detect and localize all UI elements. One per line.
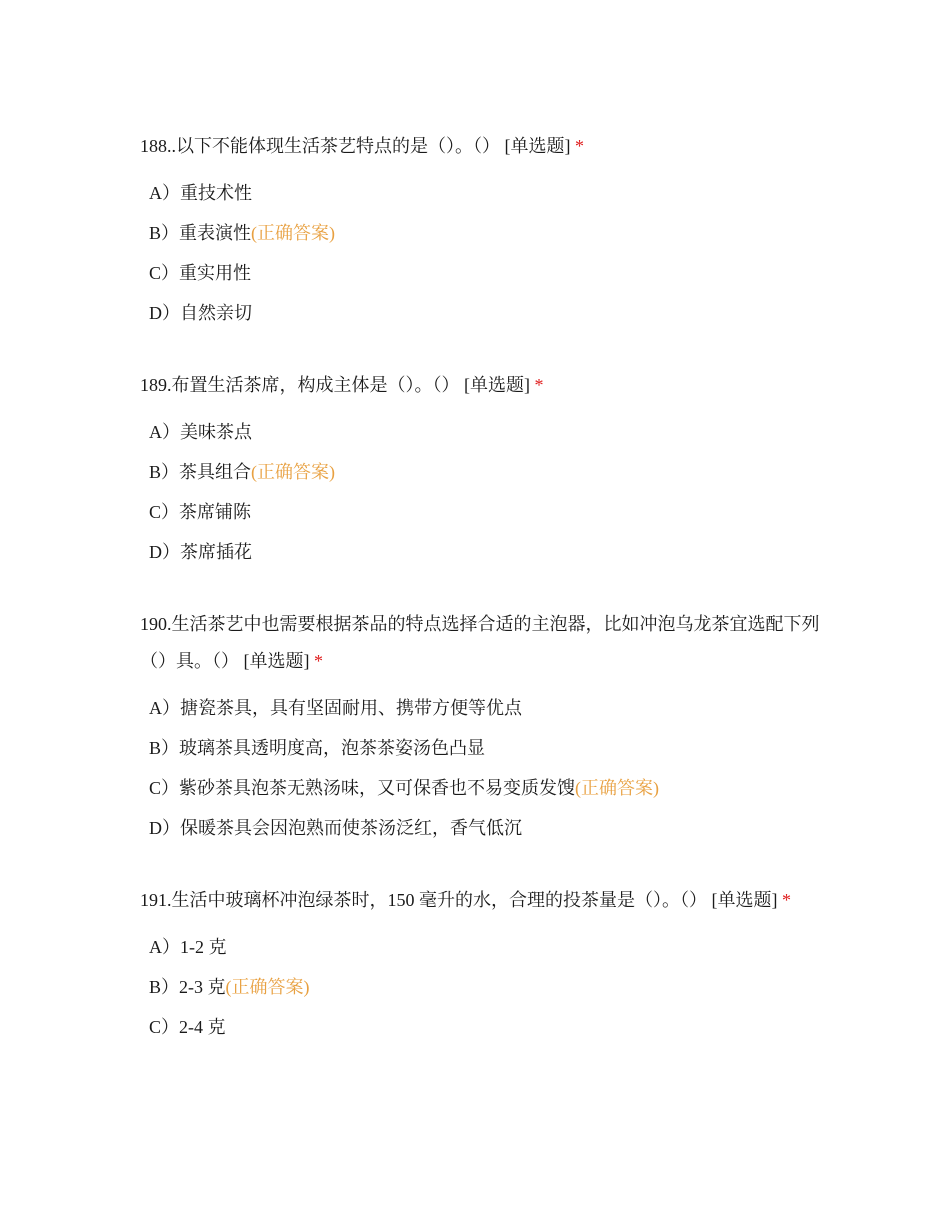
question-188: [140, 128, 820, 333]
question-189: [140, 367, 820, 572]
option-b: B）玻璃茶具透明度高，泡茶茶姿汤色凸显: [149, 738, 486, 758]
option-c: C）2-4 克: [149, 1017, 226, 1037]
option-b: B）2-3 克(正确答案): [149, 977, 310, 997]
required-asterisk: *: [534, 375, 544, 395]
option-a: A）1-2 克: [149, 937, 227, 957]
option-d: D）保暖茶具会因泡熟而使茶汤泛红，香气低沉: [149, 818, 522, 838]
correct-answer-tag: (正确答案): [251, 223, 336, 243]
required-asterisk: *: [575, 136, 584, 156]
question-191: [140, 882, 820, 1047]
option-b: B）重表演性(正确答案): [149, 223, 336, 243]
option-a: A）美味茶点: [149, 422, 252, 442]
question-190: [140, 606, 820, 848]
option-d: D）自然亲切: [149, 303, 252, 323]
option-a: A）重技术性: [149, 183, 252, 203]
option-c: C）重实用性: [149, 263, 252, 283]
option-c: C）紫砂茶具泡茶无熟汤味，又可保香也不易变质发馊(正确答案): [149, 778, 660, 798]
option-b: B）茶具组合(正确答案): [149, 462, 336, 482]
correct-answer-tag: (正确答案): [251, 462, 336, 482]
question-title: 189.布置生活茶席，构成主体是（）。（） [单选题] *: [140, 375, 544, 395]
question-title: 188..以下不能体现生活茶艺特点的是（）。（） [单选题] *: [140, 136, 584, 156]
required-asterisk: *: [782, 890, 791, 910]
question-title: 191.生活中玻璃杯冲泡绿茶时，150 毫升的水，合理的投茶量是（）。（） [单选题] *: [140, 890, 791, 910]
quiz-document: [140, 128, 820, 1081]
question-title: 190.生活茶艺中也需要根据茶品的特点选择合适的主泡器，比如冲泡乌龙茶宜选配下列（）具。（） [单选题] *: [140, 614, 820, 671]
option-d: D）茶席插花: [149, 542, 252, 562]
option-a: A）搪瓷茶具，具有坚固耐用、携带方便等优点: [149, 698, 522, 718]
correct-answer-tag: (正确答案): [225, 977, 310, 997]
required-asterisk: *: [314, 651, 323, 671]
option-c: C）茶席铺陈: [149, 502, 252, 522]
correct-answer-tag: (正确答案): [575, 778, 660, 798]
